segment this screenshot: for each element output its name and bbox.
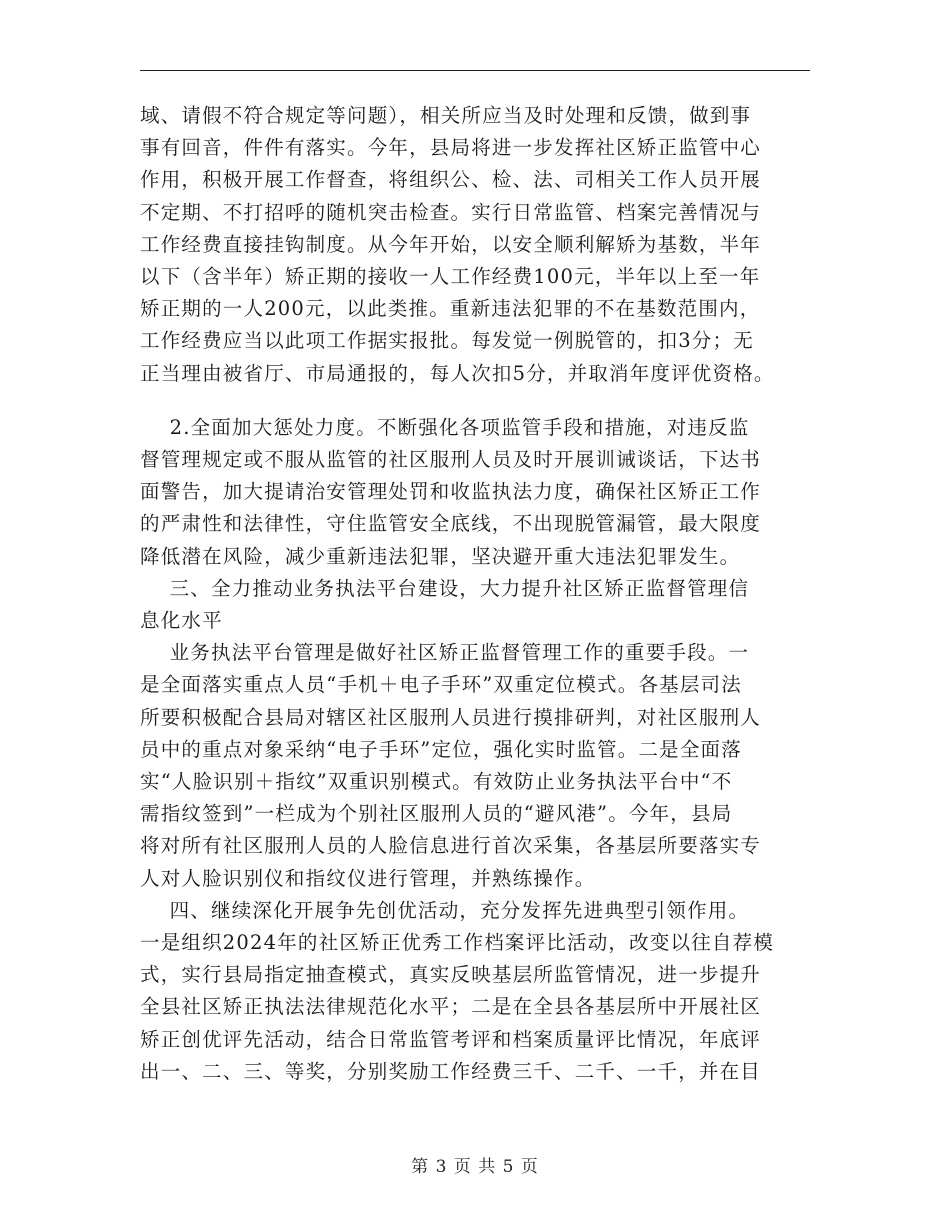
text-line: 事有回音，件件有落实。今年，县局将进一步发挥社区矫正监管中心 — [140, 136, 762, 160]
text-line: 所要积极配合县局对辖区社区服刑人员进行摸排研判，对社区服刑人 — [140, 705, 762, 729]
text-line: 正当理由被省厅、市局通报的，每人次扣5分，并取消年度评优资格。 — [140, 361, 775, 385]
text-line: 实“人脸识别＋指纹”双重识别模式。有效防止业务执法平台中“不 — [140, 770, 733, 794]
text-line: 的严肃性和法律性，守住监管安全底线，不出现脱管漏管，最大限度 — [140, 512, 762, 536]
text-line: 人对人脸识别仪和指纹仪进行管理，并熟练操作。 — [140, 866, 596, 890]
text-line: 矫正期的一人200元，以此类推。重新违法犯罪的不在基数范围内， — [140, 297, 761, 321]
text-line: 式，实行县局指定抽查模式，真实反映基层所监管情况，进一步提升 — [140, 963, 762, 987]
text-line: 业务执法平台管理是做好社区矫正监督管理工作的重要手段。一 — [140, 641, 750, 665]
text-line: 需指纹签到”一栏成为个别社区服刑人员的“避风港”。今年，县局 — [140, 802, 733, 826]
text-line: 工作经费应当以此项工作据实报批。每发觉一例脱管的，扣3分；无 — [140, 329, 754, 353]
text-line: 将对所有社区服刑人员的人脸信息进行首次采集，各基层所要落实专 — [140, 834, 762, 858]
header-rule — [140, 70, 810, 71]
text-line: 督管理规定或不服从监管的社区服刑人员及时开展训诫谈话，下达书 — [140, 448, 762, 472]
section-heading-line: 息化水平 — [140, 609, 223, 633]
text-line: 域、请假不符合规定等问题），相关所应当及时处理和反馈，做到事 — [140, 104, 752, 127]
text-line: 一是组织2024年的社区矫正优秀工作档案评比活动，改变以往自荐模 — [140, 931, 775, 955]
text-line: 作用，积极开展工作督查，将组织公、检、法、司相关工作人员开展 — [140, 168, 762, 192]
text-line: 降低潜在风险，减少重新违法犯罪，坚决避开重大违法犯罪发生。 — [140, 544, 741, 568]
text-line: 工作经费直接挂钩制度。从今年开始，以安全顺利解矫为基数，半年 — [140, 232, 762, 256]
paragraph-block-1 — [140, 100, 800, 390]
text-line: 员中的重点对象采纳“电子手环”定位，强化实时监管。二是全面落 — [140, 737, 742, 761]
paragraph-gap — [140, 390, 800, 412]
section-heading-line: 三、全力推动业务执法平台建设，大力提升社区矫正监督管理信 — [140, 576, 750, 600]
text-line: 面警告，加大提请治安管理处罚和收监执法力度，确保社区矫正工作 — [140, 480, 762, 504]
text-line: 以下（含半年）矫正期的接收一人工作经费100元，半年以上至一年 — [140, 265, 761, 289]
text-line: 不定期、不打招呼的随机突击检查。实行日常监管、档案完善情况与 — [140, 200, 762, 224]
paragraph-block-2 — [140, 412, 800, 1088]
text-line: 矫正创优评先活动，结合日常监管考评和档案质量评比情况，年底评 — [140, 1027, 762, 1051]
body-text — [140, 100, 800, 1088]
section-heading-line: 四、继续深化开展争先创优活动，充分发挥先进典型引领作用。 — [140, 898, 750, 922]
page-number-footer: 第 3 页 共 5 页 — [411, 1157, 539, 1177]
text-line: 出一、二、三、等奖，分别奖励工作经费三千、二千、一千，并在目 — [140, 1059, 762, 1083]
text-line: 全县社区矫正执法法律规范化水平；二是在全县各基层所中开展社区 — [140, 995, 762, 1019]
text-line: 2.全面加大惩处力度。不断强化各项监管手段和措施，对违反监 — [140, 415, 750, 439]
text-line: 是全面落实重点人员“手机＋电子手环”双重定位模式。各基层司法 — [140, 673, 742, 697]
